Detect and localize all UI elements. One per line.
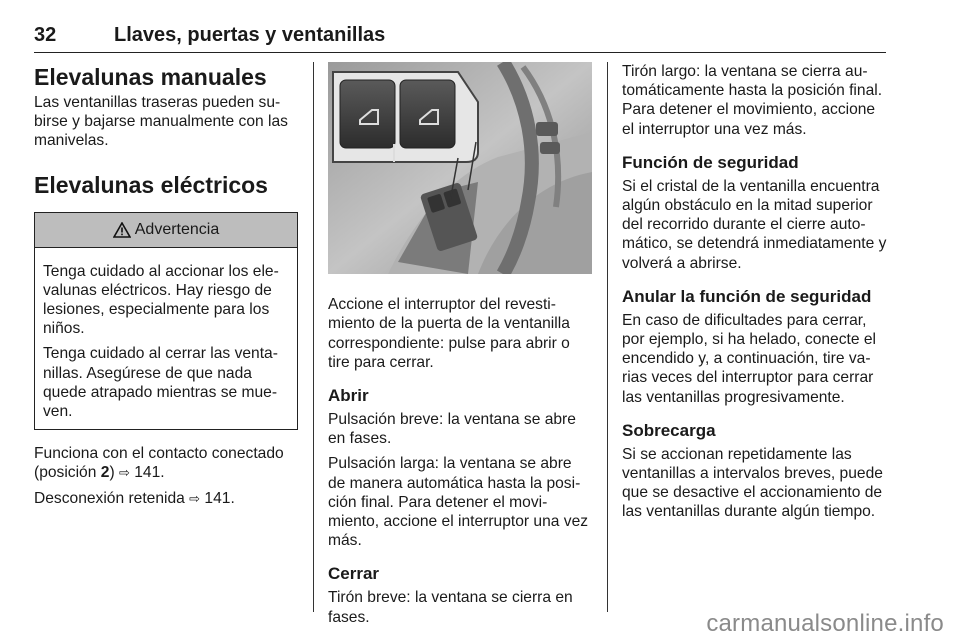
warning-triangle-icon — [113, 222, 131, 238]
heading-override: Anular la función de seguridad — [622, 286, 872, 306]
retained-label: Desconexión retenida — [34, 489, 190, 507]
column-divider — [607, 62, 608, 612]
safety-text: Si el cristal de la ventanilla encuentra algún obstáculo en la mitad superior del recorrido durante el cierre automático, se detendrá inmediatamente y volverá a abrirse. — [622, 177, 887, 272]
manual-text: Las ventanillas traseras pueden subirse y bajarse manualmente con las manivelas. — [34, 94, 288, 150]
close-long-text: Tirón largo: la ventana se cierra automáticamente hasta la posición final. Para detener el movimiento, accione el interruptor una vez más. — [622, 63, 883, 138]
contact-text-end: ) — [109, 464, 119, 482]
page-header — [34, 22, 886, 53]
door-switch-illustration — [328, 62, 592, 274]
heading-safety: Función de seguridad — [622, 152, 799, 172]
watermark: carmanualsonline.info — [706, 610, 944, 637]
contact-text — [34, 444, 298, 482]
overload-text: Si se accionan repetidamente las ventanillas a intervalos breves, puede que se desactive el accionamiento de las ventanillas durante algún tiempo. — [622, 445, 883, 521]
heading-manual-windows: Elevalunas manuales — [34, 64, 267, 90]
contact-position: 2 — [100, 464, 110, 482]
warning-box — [34, 212, 298, 431]
heading-open: Abrir — [328, 386, 369, 406]
heading-close: Cerrar — [328, 564, 380, 584]
page-ref-arrow-icon: ⇨ — [189, 490, 201, 506]
warning-paragraph: Tenga cuidado al accionar los elevalunas eléctricos. Hay riesgo de lesiones, especialmente para los niños. — [43, 262, 279, 338]
column-right — [622, 62, 888, 528]
page-reference[interactable]: 141. — [204, 489, 235, 507]
override-text: En caso de dificultades para cerrar, por ejemplo, si ha helado, conecte el encendido y, a continuación, tire varias veces del interruptor para cerrar las ventanillas progresivamente. — [622, 311, 876, 406]
warning-title: Advertencia — [134, 221, 220, 238]
open-long-text: Pulsación larga: la ventana se abre de manera automática hasta la posición final. Para detener el movimiento, accione el interruptor una vez más. — [328, 455, 589, 550]
page-title: Llaves, puertas y ventanillas — [114, 24, 386, 46]
retained-text — [34, 489, 298, 508]
warning-header — [35, 213, 297, 248]
open-short-text: Pulsación breve: la ventana se abre en fases. — [328, 411, 576, 448]
heading-electric-windows: Elevalunas eléctricos — [34, 171, 268, 198]
column-divider — [313, 62, 314, 612]
warning-paragraph: Tenga cuidado al cerrar las ventanillas. Asegúrese de que nada quede atrapado mientras se mueven. — [43, 345, 278, 421]
intro-text: Accione el interruptor del revestimiento de la puerta de la ventanilla correspondiente: pulse para abrir o tire para cerrar. — [328, 296, 570, 371]
heading-overload: Sobrecarga — [622, 420, 716, 440]
contact-text-start: Funciona con el contacto conectado (posición — [34, 445, 284, 482]
column-middle — [328, 62, 592, 633]
page-reference[interactable]: 141. — [134, 464, 165, 482]
column-left — [34, 62, 298, 514]
close-short-text: Tirón breve: la ventana se cierra en fases. — [328, 589, 573, 626]
page-number: 32 — [34, 24, 57, 46]
page-ref-arrow-icon: ⇨ — [118, 465, 130, 481]
